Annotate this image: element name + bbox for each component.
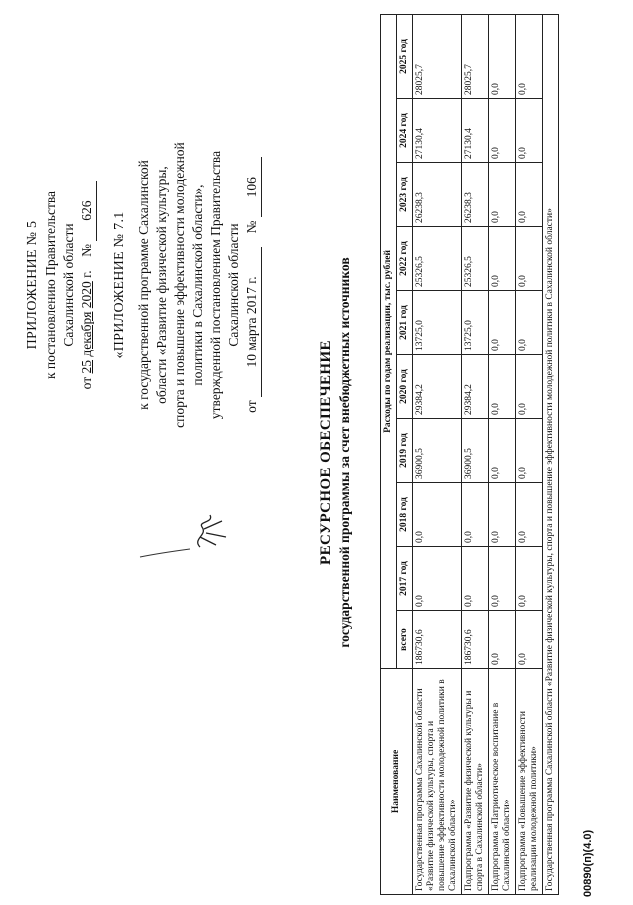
cell-value: 0,0	[516, 227, 543, 291]
row-name: Подпрограмма «Повышение эффективности реализации молодежной политики»	[516, 669, 543, 895]
cell-value: 13725,0	[413, 291, 462, 355]
appendix-desc: политики в Сахалинской области»,	[190, 184, 205, 386]
table-row	[516, 14, 543, 894]
cell-value: 36900,5	[462, 419, 489, 483]
from-label: от	[79, 376, 94, 390]
col-header: 2020 год	[397, 355, 413, 419]
page-subtitle: государственной программы за счет внебюджетных источников	[337, 257, 352, 648]
cell-value: 0,0	[489, 419, 516, 483]
document-code: 00890(п)(4.0)	[582, 829, 594, 897]
resource-table-wrapper	[380, 15, 559, 895]
decree-year: 2020	[79, 281, 94, 309]
cell-value: 0,0	[489, 483, 516, 547]
cell-value: 27130,4	[462, 99, 489, 163]
cell-value: 0,0	[489, 291, 516, 355]
col-header: всего	[397, 611, 413, 669]
decree-month: декабря	[79, 311, 94, 357]
cell-value: 0,0	[516, 14, 543, 98]
cell-value: 13725,0	[462, 291, 489, 355]
row-name: Подпрограмма «Развитие физической культуры и спорта в Сахалинской области»	[462, 669, 489, 895]
col-header: 2022 год	[397, 227, 413, 291]
signature-mark	[130, 497, 240, 567]
row-name: Государственная программа Сахалинской области «Развитие физической культуры, спорта и повышение эффективности молодежной политики в Сахалинской области»	[413, 669, 462, 895]
cell-value: 0,0	[516, 483, 543, 547]
cell-value: 0,0	[462, 483, 489, 547]
cell-value: 0,0	[489, 355, 516, 419]
row-name: Подпрограмма «Патриотическое воспитание в Сахалинской области»	[489, 669, 516, 895]
cell-value: 0,0	[489, 611, 516, 669]
appendix-title: ПРИЛОЖЕНИЕ № 5	[25, 220, 40, 350]
col-header: 2021 год	[397, 291, 413, 355]
col-header: 2019 год	[397, 419, 413, 483]
cell-value: 0,0	[413, 547, 462, 611]
table-row	[489, 14, 516, 894]
year-suffix: г.	[79, 270, 94, 278]
cell-value: 26238,3	[462, 163, 489, 227]
cell-value: 186730,6	[413, 611, 462, 669]
cell-value: 0,0	[516, 291, 543, 355]
cell-value: 0,0	[462, 547, 489, 611]
cell-value: 0,0	[516, 163, 543, 227]
cell-value: 0,0	[516, 99, 543, 163]
appendix-desc: спорта и повышение эффективности молодежной	[172, 142, 187, 428]
cell-value: 186730,6	[462, 611, 489, 669]
col-header: 2023 год	[397, 163, 413, 227]
name-header: Наименование	[381, 669, 413, 895]
decree-number: 626	[78, 181, 97, 241]
cell-value: 0,0	[516, 355, 543, 419]
page-heading	[318, 0, 353, 905]
col-header: 2017 год	[397, 547, 413, 611]
cell-value: 25326,5	[462, 227, 489, 291]
appendix-desc: утвержденной постановлением Правительства	[208, 150, 223, 420]
cell-value: 25326,5	[413, 227, 462, 291]
decree-day: 25	[79, 359, 94, 374]
footer-row-name: Государственная программа Сахалинской области «Развитие физической культуры, спорта и повышение эффективности молодежной политики в Сахалинской области»	[543, 14, 559, 894]
number-label: №	[79, 244, 94, 257]
appendix-desc: области «Развитие физической культуры,	[154, 166, 169, 404]
cell-value: 0,0	[489, 14, 516, 98]
cell-value: 27130,4	[413, 99, 462, 163]
cell-value: 0,0	[413, 483, 462, 547]
cell-value: 0,0	[516, 547, 543, 611]
col-header: 2025 год	[397, 14, 413, 98]
cell-value: 36900,5	[413, 419, 462, 483]
cell-value: 26238,3	[413, 163, 462, 227]
sub-appendix-title: «ПРИЛОЖЕНИЕ № 7.1	[112, 211, 127, 359]
appendix-line: к постановлению Правительства	[43, 190, 58, 380]
expenses-header: Расходы по годам реализации, тыс. рублей	[381, 14, 397, 668]
table-row	[462, 14, 489, 894]
cell-value: 0,0	[489, 547, 516, 611]
appendix-line: Сахалинской области	[61, 223, 76, 347]
original-date-line	[243, 85, 262, 485]
table-row	[413, 14, 462, 894]
cell-value: 29384,2	[462, 355, 489, 419]
col-header: 2024 год	[397, 99, 413, 163]
cell-value: 0,0	[516, 611, 543, 669]
orig-number-label: №	[244, 220, 259, 234]
resource-table	[380, 14, 559, 895]
cell-value: 0,0	[489, 99, 516, 163]
page-title: РЕСУРСНОЕ ОБЕСПЕЧЕНИЕ	[318, 340, 334, 565]
cell-value: 0,0	[489, 163, 516, 227]
table-footer-row	[543, 14, 559, 894]
col-header: 2018 год	[397, 483, 413, 547]
cell-value: 0,0	[516, 419, 543, 483]
appendix-desc: Сахалинской области	[226, 223, 241, 347]
orig-from-label: от	[244, 400, 259, 413]
appendix-header	[24, 85, 262, 485]
orig-number: 106	[243, 157, 262, 217]
appendix-date-line	[78, 85, 97, 485]
cell-value: 28025,7	[413, 14, 462, 98]
cell-value: 29384,2	[413, 355, 462, 419]
cell-value: 28025,7	[462, 14, 489, 98]
cell-value: 0,0	[489, 227, 516, 291]
orig-date: 10 марта 2017 г.	[243, 247, 262, 397]
appendix-desc: к государственной программе Сахалинской	[136, 160, 151, 410]
